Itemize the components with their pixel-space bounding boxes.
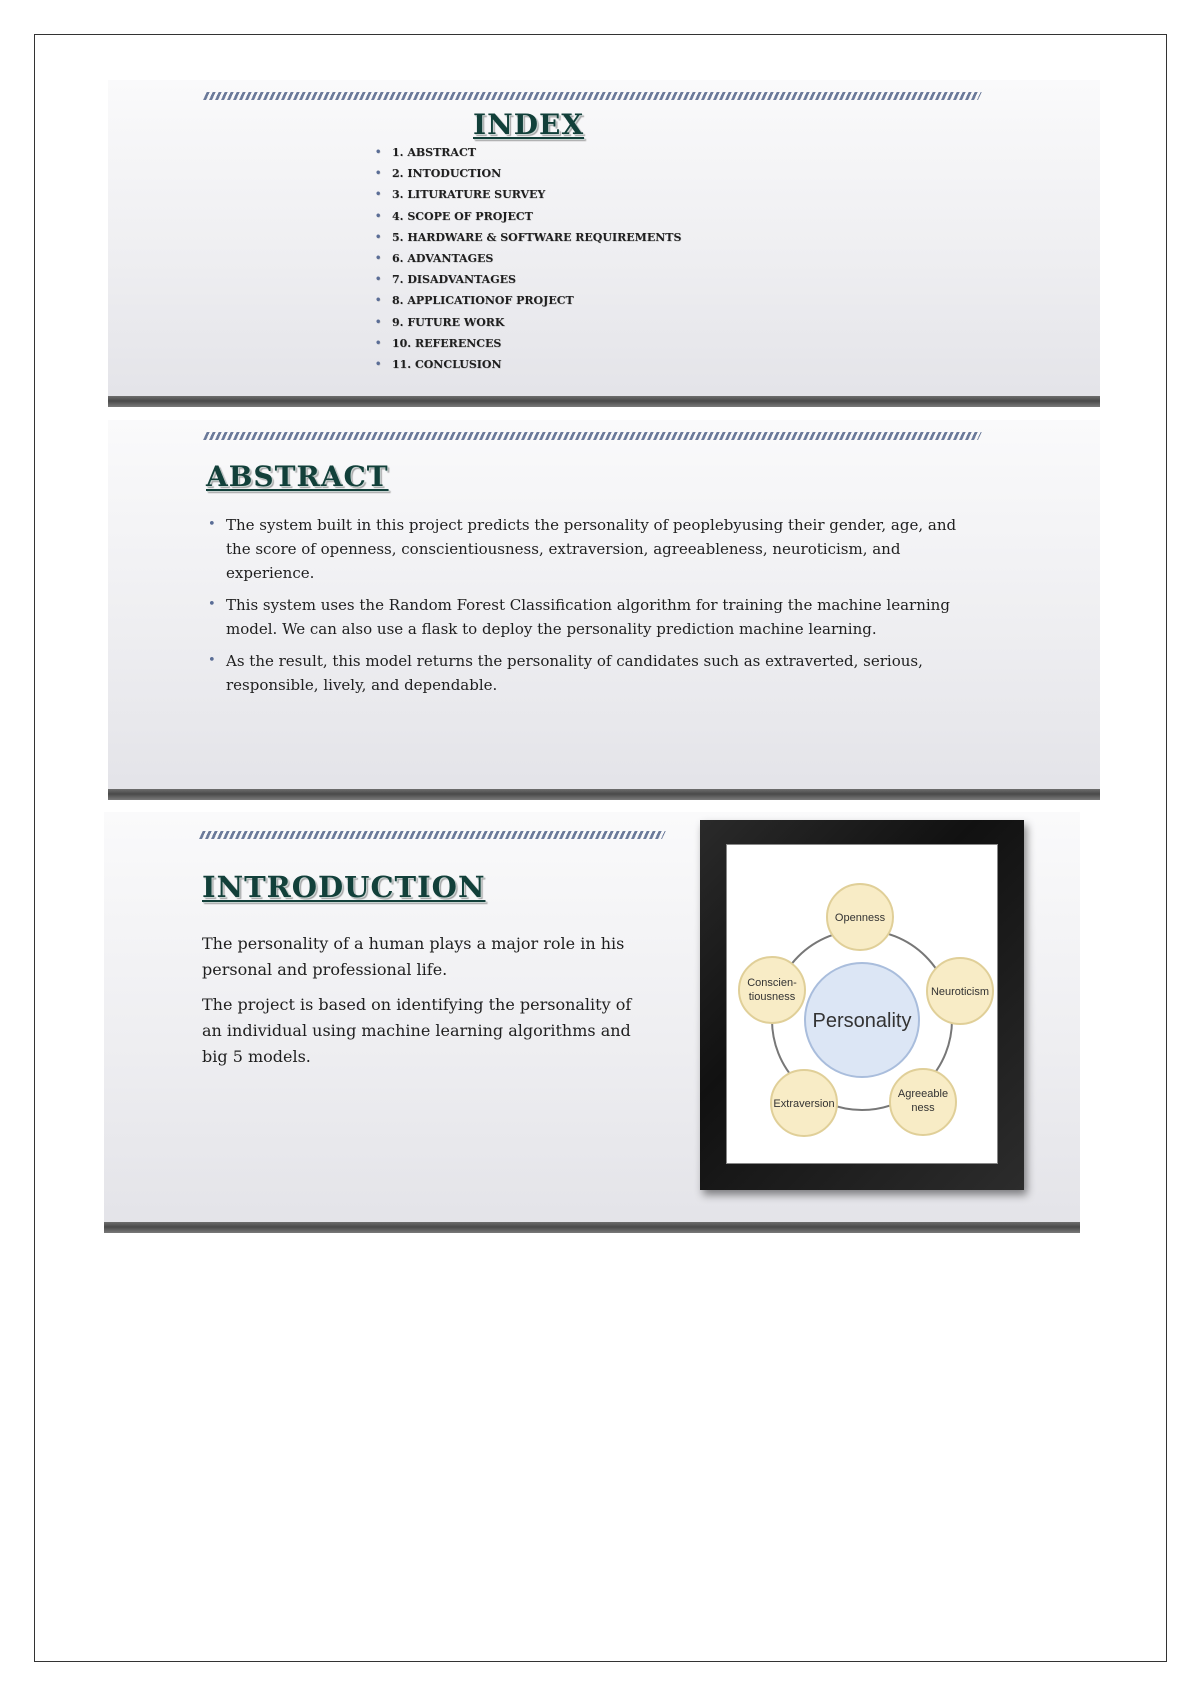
slide-hatch-decoration — [203, 432, 982, 440]
center-label: Personality — [812, 1010, 912, 1032]
abstract-bullet: • This system uses the Random Forest Classification algorithm for training the machine learning model. We can also use a flask to deploy the personality prediction machine learning. — [206, 593, 976, 641]
abstract-list — [206, 513, 976, 705]
index-item: • 7. DISADVANTAGES — [372, 269, 681, 290]
bullet-icon: • — [208, 517, 216, 532]
bullet-icon: • — [375, 210, 382, 222]
trait-label-conscientiousness-line1: Conscien- — [747, 977, 797, 989]
bullet-icon: • — [375, 295, 382, 307]
bullet-icon: • — [375, 231, 382, 243]
index-title: INDEX — [473, 108, 585, 141]
slide-bottom-bar — [104, 1222, 1080, 1233]
slide-hatch-decoration — [199, 831, 666, 839]
trait-label-openness: Openness — [834, 912, 886, 924]
index-item: • 3. LITURATURE SURVEY — [372, 184, 681, 205]
bullet-icon: • — [375, 168, 382, 180]
trait-label-agreeableness-line1: Agreeable — [897, 1088, 949, 1100]
index-item: • 11. CONCLUSION — [372, 354, 681, 375]
trait-label-neuroticism: Neuroticism — [930, 986, 990, 998]
index-item: • 4. SCOPE OF PROJECT — [372, 206, 681, 227]
big-five-diagram-svg — [727, 845, 997, 1163]
bullet-icon: • — [375, 337, 382, 349]
bullet-icon: • — [375, 274, 382, 286]
index-item: • 8. APPLICATIONOF PROJECT — [372, 290, 681, 311]
slide-hatch-decoration — [203, 92, 982, 100]
introduction-title: INTRODUCTION — [202, 870, 486, 904]
index-item: • 10. REFERENCES — [372, 333, 681, 354]
trait-label-agreeableness-line2: ness — [911, 1102, 935, 1114]
bullet-icon: • — [208, 597, 216, 612]
index-list — [372, 142, 681, 375]
index-item: • 2. INTODUCTION — [372, 163, 681, 184]
bullet-icon: • — [208, 653, 216, 668]
bullet-icon: • — [375, 316, 382, 328]
slide-bottom-bar — [108, 789, 1100, 800]
trait-label-extraversion: Extraversion — [773, 1098, 835, 1110]
personality-diagram — [726, 844, 998, 1164]
trait-label-conscientiousness-line2: tiousness — [748, 991, 796, 1003]
index-item: • 6. ADVANTAGES — [372, 248, 681, 269]
abstract-bullet: • As the result, this model returns the personality of candidates such as extraverted, serious, responsible, lively, and dependable. — [206, 649, 976, 697]
slide-bottom-bar — [108, 396, 1100, 407]
bullet-icon: • — [375, 252, 382, 264]
bullet-icon: • — [375, 358, 382, 370]
introduction-paragraph: The project is based on identifying the personality of an individual using machine learning algorithms and big 5 models. — [202, 995, 632, 1066]
bullet-icon: • — [375, 147, 382, 158]
index-item: • 9. FUTURE WORK — [372, 312, 681, 333]
abstract-bullet: • The system built in this project predicts the personality of peoplebyusing their gender, age, and the score of openness, conscientiousness, extraversion, agreeableness, neuroticism, and experience. — [206, 513, 976, 585]
introduction-paragraph: The personality of a human plays a major role in his personal and professional life. — [202, 934, 625, 979]
picture-frame — [700, 820, 1024, 1190]
index-item: • 5. HARDWARE & SOFTWARE REQUIREMENTS — [372, 227, 681, 248]
index-item: • 1. ABSTRACT — [372, 142, 681, 163]
trait-circle-conscientiousness — [739, 957, 805, 1023]
bullet-icon: • — [375, 189, 382, 201]
abstract-title: ABSTRACT — [206, 460, 389, 493]
